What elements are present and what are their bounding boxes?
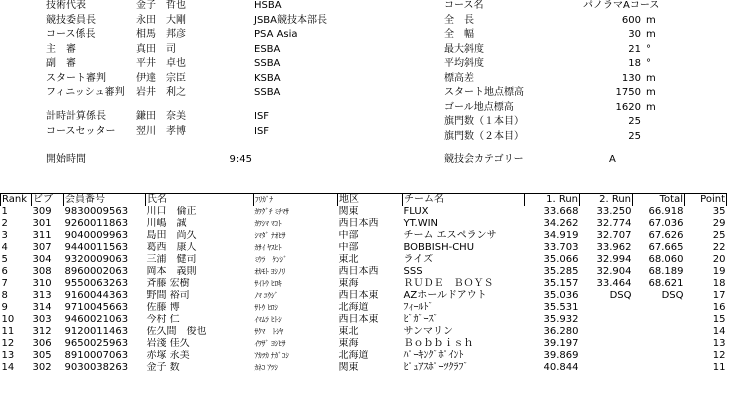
start-time-value: 9:45 [229, 154, 252, 165]
table-cell: 東海 [338, 278, 359, 289]
official-org: SSBA [254, 58, 281, 69]
table-cell: 68.189 [648, 266, 684, 277]
table-cell: 島田 尚久 [146, 230, 197, 241]
table-row [1, 326, 727, 338]
table-cell: 関東 [338, 362, 359, 373]
results-table [0, 193, 727, 374]
course-label: 標高差 [444, 72, 474, 84]
course-value: 130 [621, 72, 641, 84]
table-cell [580, 326, 633, 338]
course-unit: m [646, 29, 656, 40]
table-cell: 2 [1, 218, 8, 229]
table-cell: ｻﾄｳ ﾋﾛｼ [254, 303, 278, 312]
table-cell: 8960002063 [64, 266, 129, 277]
table-cell: 29 [712, 218, 726, 229]
official-org: SSBA [254, 87, 281, 98]
course-value: 600 [621, 14, 641, 26]
official-name: 岩井 利之 [136, 87, 186, 98]
table-cell: 9120011463 [64, 326, 129, 337]
table-cell: 12 [712, 350, 726, 361]
table-row [1, 338, 727, 350]
table-cell: 三浦 健司 [146, 254, 197, 265]
course-unit: m [646, 72, 656, 84]
table-cell: 12 [1, 338, 15, 349]
table-cell: 西日本東 [338, 314, 379, 325]
course-unit: m [646, 101, 656, 113]
table-cell: 35.285 [543, 266, 579, 277]
table-cell: 9 [1, 302, 8, 313]
table-cell: 金子 数 [146, 362, 180, 373]
table-cell: 34.262 [543, 218, 579, 229]
official-org: PSA Asia [254, 29, 298, 40]
table-cell: 32.774 [596, 218, 632, 229]
table-cell: 葛西 康人 [146, 242, 197, 253]
table-cell: 19 [712, 266, 726, 277]
course-label: 最大斜度 [444, 43, 484, 55]
table-cell: チーム エスペランサ [403, 230, 497, 241]
table-cell [580, 362, 633, 374]
course-value: 1750 [615, 87, 641, 98]
table-cell: 11 [712, 362, 726, 373]
column-header: Rank [1, 194, 32, 207]
course-label: 旗門数（１本目） [444, 116, 524, 127]
table-cell: 西日本西 [338, 266, 379, 277]
table-cell: 西日本東 [338, 290, 379, 301]
table-cell: 309 [32, 206, 52, 217]
table-cell: 313 [32, 290, 52, 301]
table-cell: 9320009063 [64, 254, 129, 265]
table-cell: 野間 裕司 [146, 290, 190, 301]
table-cell: 14 [1, 362, 15, 373]
table-cell: ｻｸﾏ ﾄｼﾔ [254, 327, 284, 336]
table-cell: 301 [32, 218, 52, 229]
official-role: 技術代表 [46, 0, 86, 11]
table-cell: 8 [1, 290, 8, 301]
table-cell: 東海 [338, 338, 359, 349]
start-time-label: 開始時間 [46, 154, 86, 165]
table-cell: 32.707 [596, 230, 632, 241]
table-cell: ｲﾏﾑﾗ ﾋﾄｼ [254, 315, 282, 324]
table-cell [633, 326, 685, 338]
table-cell: 305 [32, 350, 52, 361]
table-cell: 北海道 [338, 302, 369, 313]
table-cell: BOBBISH-CHU [403, 242, 475, 253]
table-cell: 赤塚 永美 [146, 350, 190, 361]
category-label: 競技会カテゴリー [444, 154, 524, 165]
table-row [1, 230, 727, 242]
table-cell: FLUX [403, 206, 429, 217]
table-cell: 18 [712, 278, 726, 289]
table-row [1, 314, 727, 326]
course-value: 25 [628, 116, 641, 127]
table-cell: ｲﾜｻﾞ ﾖｼﾋｻ [254, 339, 286, 348]
table-row [1, 290, 727, 302]
course-value: パノラマAコース [583, 0, 660, 11]
table-cell: 9040009963 [64, 230, 129, 241]
table-cell [580, 314, 633, 326]
table-cell: 岩淺 佳久 [146, 338, 190, 349]
official-role: コース係長 [46, 29, 96, 40]
table-row [1, 278, 727, 290]
table-cell: 東北 [338, 254, 359, 265]
course-label: コース名 [444, 0, 484, 11]
course-value: 25 [628, 130, 641, 142]
table-cell: ＲＵＤＥ ＢＯＹＳ [403, 278, 494, 289]
table-cell: 67.626 [648, 230, 684, 241]
table-header-row [1, 194, 727, 207]
table-cell: ﾐｳﾗ ｹﾝｼﾞ [254, 255, 287, 264]
column-header: 1. Run [525, 194, 580, 207]
table-cell: 312 [32, 326, 52, 337]
table-cell: 13 [1, 350, 15, 361]
table-cell: ｵｶﾓﾄ ﾖｼﾉﾘ [254, 267, 286, 276]
table-cell: 川口 倫正 [146, 206, 197, 217]
table-cell [580, 350, 633, 362]
table-cell: 35.932 [543, 314, 579, 325]
table-cell [633, 302, 685, 314]
table-cell [633, 350, 685, 362]
table-cell: 36.280 [543, 326, 579, 337]
column-header: 地区 [338, 194, 403, 207]
table-cell: AZホールドアウト [403, 290, 487, 301]
table-cell: 9440011563 [64, 242, 129, 253]
column-header: 氏名 [146, 194, 254, 207]
table-cell: 北海道 [338, 350, 369, 361]
table-cell: 40.844 [543, 362, 579, 373]
table-cell: 22 [712, 242, 726, 253]
table-cell: 佐久間 俊也 [146, 326, 207, 337]
table-cell: 5 [1, 254, 8, 265]
course-unit: m [646, 87, 656, 98]
table-cell: 310 [32, 278, 52, 289]
table-cell: YT.WIN [403, 218, 439, 229]
table-cell: ﾋﾞｶﾞｰｽﾞ [403, 314, 439, 325]
official-role: 計時計算係長 [46, 111, 106, 122]
table-cell: 中部 [338, 242, 359, 253]
table-cell: 3 [1, 230, 8, 241]
column-header: チーム名 [403, 194, 525, 207]
official-name: 真田 司 [136, 43, 176, 55]
table-cell: ｻｲﾄｳ ﾋﾛｷ [254, 279, 282, 288]
table-cell: 308 [32, 266, 52, 277]
table-row [1, 218, 727, 230]
table-row [1, 302, 727, 314]
table-cell: 斉藤 宏樹 [146, 278, 190, 289]
table-cell: DSQ [661, 290, 684, 301]
table-row [1, 206, 727, 218]
official-name: 鎌田 奈美 [136, 111, 186, 122]
table-cell: 314 [32, 302, 52, 313]
table-cell: 6 [1, 266, 8, 277]
table-cell: 14 [712, 326, 726, 337]
official-role: 競技委員長 [46, 14, 96, 26]
official-role: 副 審 [46, 58, 76, 69]
table-cell: 307 [32, 242, 52, 253]
table-cell: 35.066 [543, 254, 579, 265]
table-cell: 304 [32, 254, 52, 265]
table-cell: 35.036 [543, 290, 579, 301]
table-cell: 311 [32, 230, 52, 241]
table-cell: 佐藤 博 [146, 302, 180, 313]
table-cell: 303 [32, 314, 52, 325]
official-org: KSBA [254, 72, 281, 84]
table-cell: 4 [1, 242, 8, 253]
table-cell [633, 314, 685, 326]
course-label: ゴール地点標高 [444, 101, 514, 113]
table-cell [580, 338, 633, 350]
column-header: ビブ [32, 194, 64, 207]
table-cell: 17 [712, 290, 726, 301]
table-cell: 67.036 [648, 218, 684, 229]
course-value: 18 [628, 58, 641, 69]
column-header: ﾌﾘｶﾞﾅ [254, 194, 338, 207]
table-cell: ﾌｨｰﾙﾄﾞ [403, 302, 434, 313]
table-cell: 302 [32, 362, 52, 373]
column-header: Point [685, 194, 727, 207]
table-cell [633, 338, 685, 350]
table-cell: ﾊﾟｰｷﾝｸﾞﾎﾟｲﾝﾄ [403, 350, 464, 361]
table-cell: 8910007063 [64, 350, 129, 361]
table-cell: 67.665 [648, 242, 684, 253]
table-cell: 9260011863 [64, 218, 129, 229]
table-cell: ｶﾜｸﾞﾁ ﾐﾁﾏｻ [254, 207, 289, 216]
table-cell: Ｂｏｂｂｉｓｈ [403, 338, 474, 349]
course-label: 旗門数（２本目） [444, 130, 524, 142]
table-cell: 32.904 [596, 266, 632, 277]
official-role: コースセッター [46, 125, 116, 137]
table-cell: 9650025963 [64, 338, 129, 349]
table-cell: 66.918 [648, 206, 684, 217]
category-value: A [609, 154, 616, 165]
table-cell: 35.531 [543, 302, 579, 313]
table-cell: 9030038263 [64, 362, 129, 373]
table-cell: 25 [712, 230, 726, 241]
official-name: 伊達 宗臣 [136, 72, 186, 84]
course-unit: ° [646, 58, 651, 69]
table-cell: 33.962 [596, 242, 632, 253]
table-cell: 7 [1, 278, 8, 289]
table-cell: ｶｻｲ ﾔｽﾋﾄ [254, 243, 282, 252]
official-role: フィニッシュ審判 [46, 87, 125, 98]
table-row [1, 362, 727, 374]
official-name: 平井 卓也 [136, 58, 186, 69]
table-cell: SSS [403, 266, 423, 277]
table-cell: 10 [1, 314, 15, 325]
official-name: 相馬 邦彦 [136, 29, 186, 40]
table-cell: 16 [712, 302, 726, 313]
table-cell: ｱｶﾂｶ ﾅｶﾞｺｼ [254, 351, 289, 360]
table-cell: 9160044363 [64, 290, 129, 301]
table-cell: ライズ [403, 254, 434, 265]
table-cell: 32.994 [596, 254, 632, 265]
table-cell: 中部 [338, 230, 359, 241]
table-cell: ﾋﾟｭｱｽﾎﾟｰﾂｸﾗﾌﾞ [403, 362, 469, 373]
column-header: Total [633, 194, 685, 207]
table-cell: 68.621 [648, 278, 684, 289]
official-name: 翌川 孝博 [136, 125, 186, 137]
column-header: 会員番号 [64, 194, 146, 207]
table-cell: 岡本 義則 [146, 266, 197, 277]
official-org: ESBA [254, 43, 281, 55]
table-cell: 1 [1, 206, 8, 217]
table-cell: 35 [712, 206, 726, 217]
table-cell: サンマリン [403, 326, 453, 337]
course-value: 1620 [615, 101, 641, 113]
column-header: 2. Run [580, 194, 633, 207]
table-cell: 9710045663 [64, 302, 129, 313]
official-org: JSBA競技本部長 [254, 14, 327, 26]
table-cell [580, 302, 633, 314]
official-role: スタート審判 [46, 72, 106, 84]
table-cell: 9830009563 [64, 206, 129, 217]
table-cell: 13 [712, 338, 726, 349]
course-label: 全 長 [444, 14, 474, 26]
table-cell: DSQ [609, 290, 632, 301]
table-cell: 川嶋 誠 [146, 218, 187, 229]
table-cell: 東北 [338, 326, 359, 337]
table-cell: 33.668 [543, 206, 579, 217]
table-cell: 9550063263 [64, 278, 129, 289]
table-cell: 15 [712, 314, 726, 325]
table-cell: ﾉﾏ ﾕｳｼﾞ [254, 291, 279, 300]
table-cell: ｶﾜｼﾏ ﾏｺﾄ [254, 219, 282, 228]
official-org: HSBA [254, 0, 282, 11]
course-unit: m [646, 14, 656, 26]
table-row [1, 266, 727, 278]
table-cell: 9460021063 [64, 314, 129, 325]
table-cell: 33.250 [596, 206, 632, 217]
course-label: 全 幅 [444, 29, 474, 40]
course-label: 平均斜度 [444, 58, 484, 69]
table-cell: 11 [1, 326, 15, 337]
table-cell: 33.464 [596, 278, 632, 289]
course-value: 21 [628, 43, 641, 55]
official-name: 永田 大剛 [136, 14, 186, 26]
table-cell: 39.197 [543, 338, 579, 349]
table-cell: 33.703 [543, 242, 579, 253]
table-cell [633, 362, 685, 374]
table-cell: 20 [712, 254, 726, 265]
course-value: 30 [628, 29, 641, 40]
official-org: ISF [254, 111, 270, 122]
course-label: スタート地点標高 [444, 87, 524, 98]
table-cell: 西日本西 [338, 218, 379, 229]
table-cell: 306 [32, 338, 52, 349]
table-row [1, 350, 727, 362]
table-cell: ｶﾈｺ ｱﾂｼ [254, 363, 278, 372]
official-name: 金子 哲也 [136, 0, 186, 11]
table-cell: 68.060 [648, 254, 684, 265]
table-cell: 35.157 [543, 278, 579, 289]
course-unit: ° [646, 43, 651, 55]
table-cell: 関東 [338, 206, 359, 217]
table-cell: 34.919 [543, 230, 579, 241]
official-role: 主 審 [46, 43, 76, 55]
official-org: ISF [254, 125, 270, 137]
table-cell: 今村 仁 [146, 314, 180, 325]
table-cell: 39.869 [543, 350, 579, 361]
table-row [1, 254, 727, 266]
table-row [1, 242, 727, 254]
table-cell: ｼﾏﾀﾞ ﾅｵﾋｻ [254, 231, 286, 240]
